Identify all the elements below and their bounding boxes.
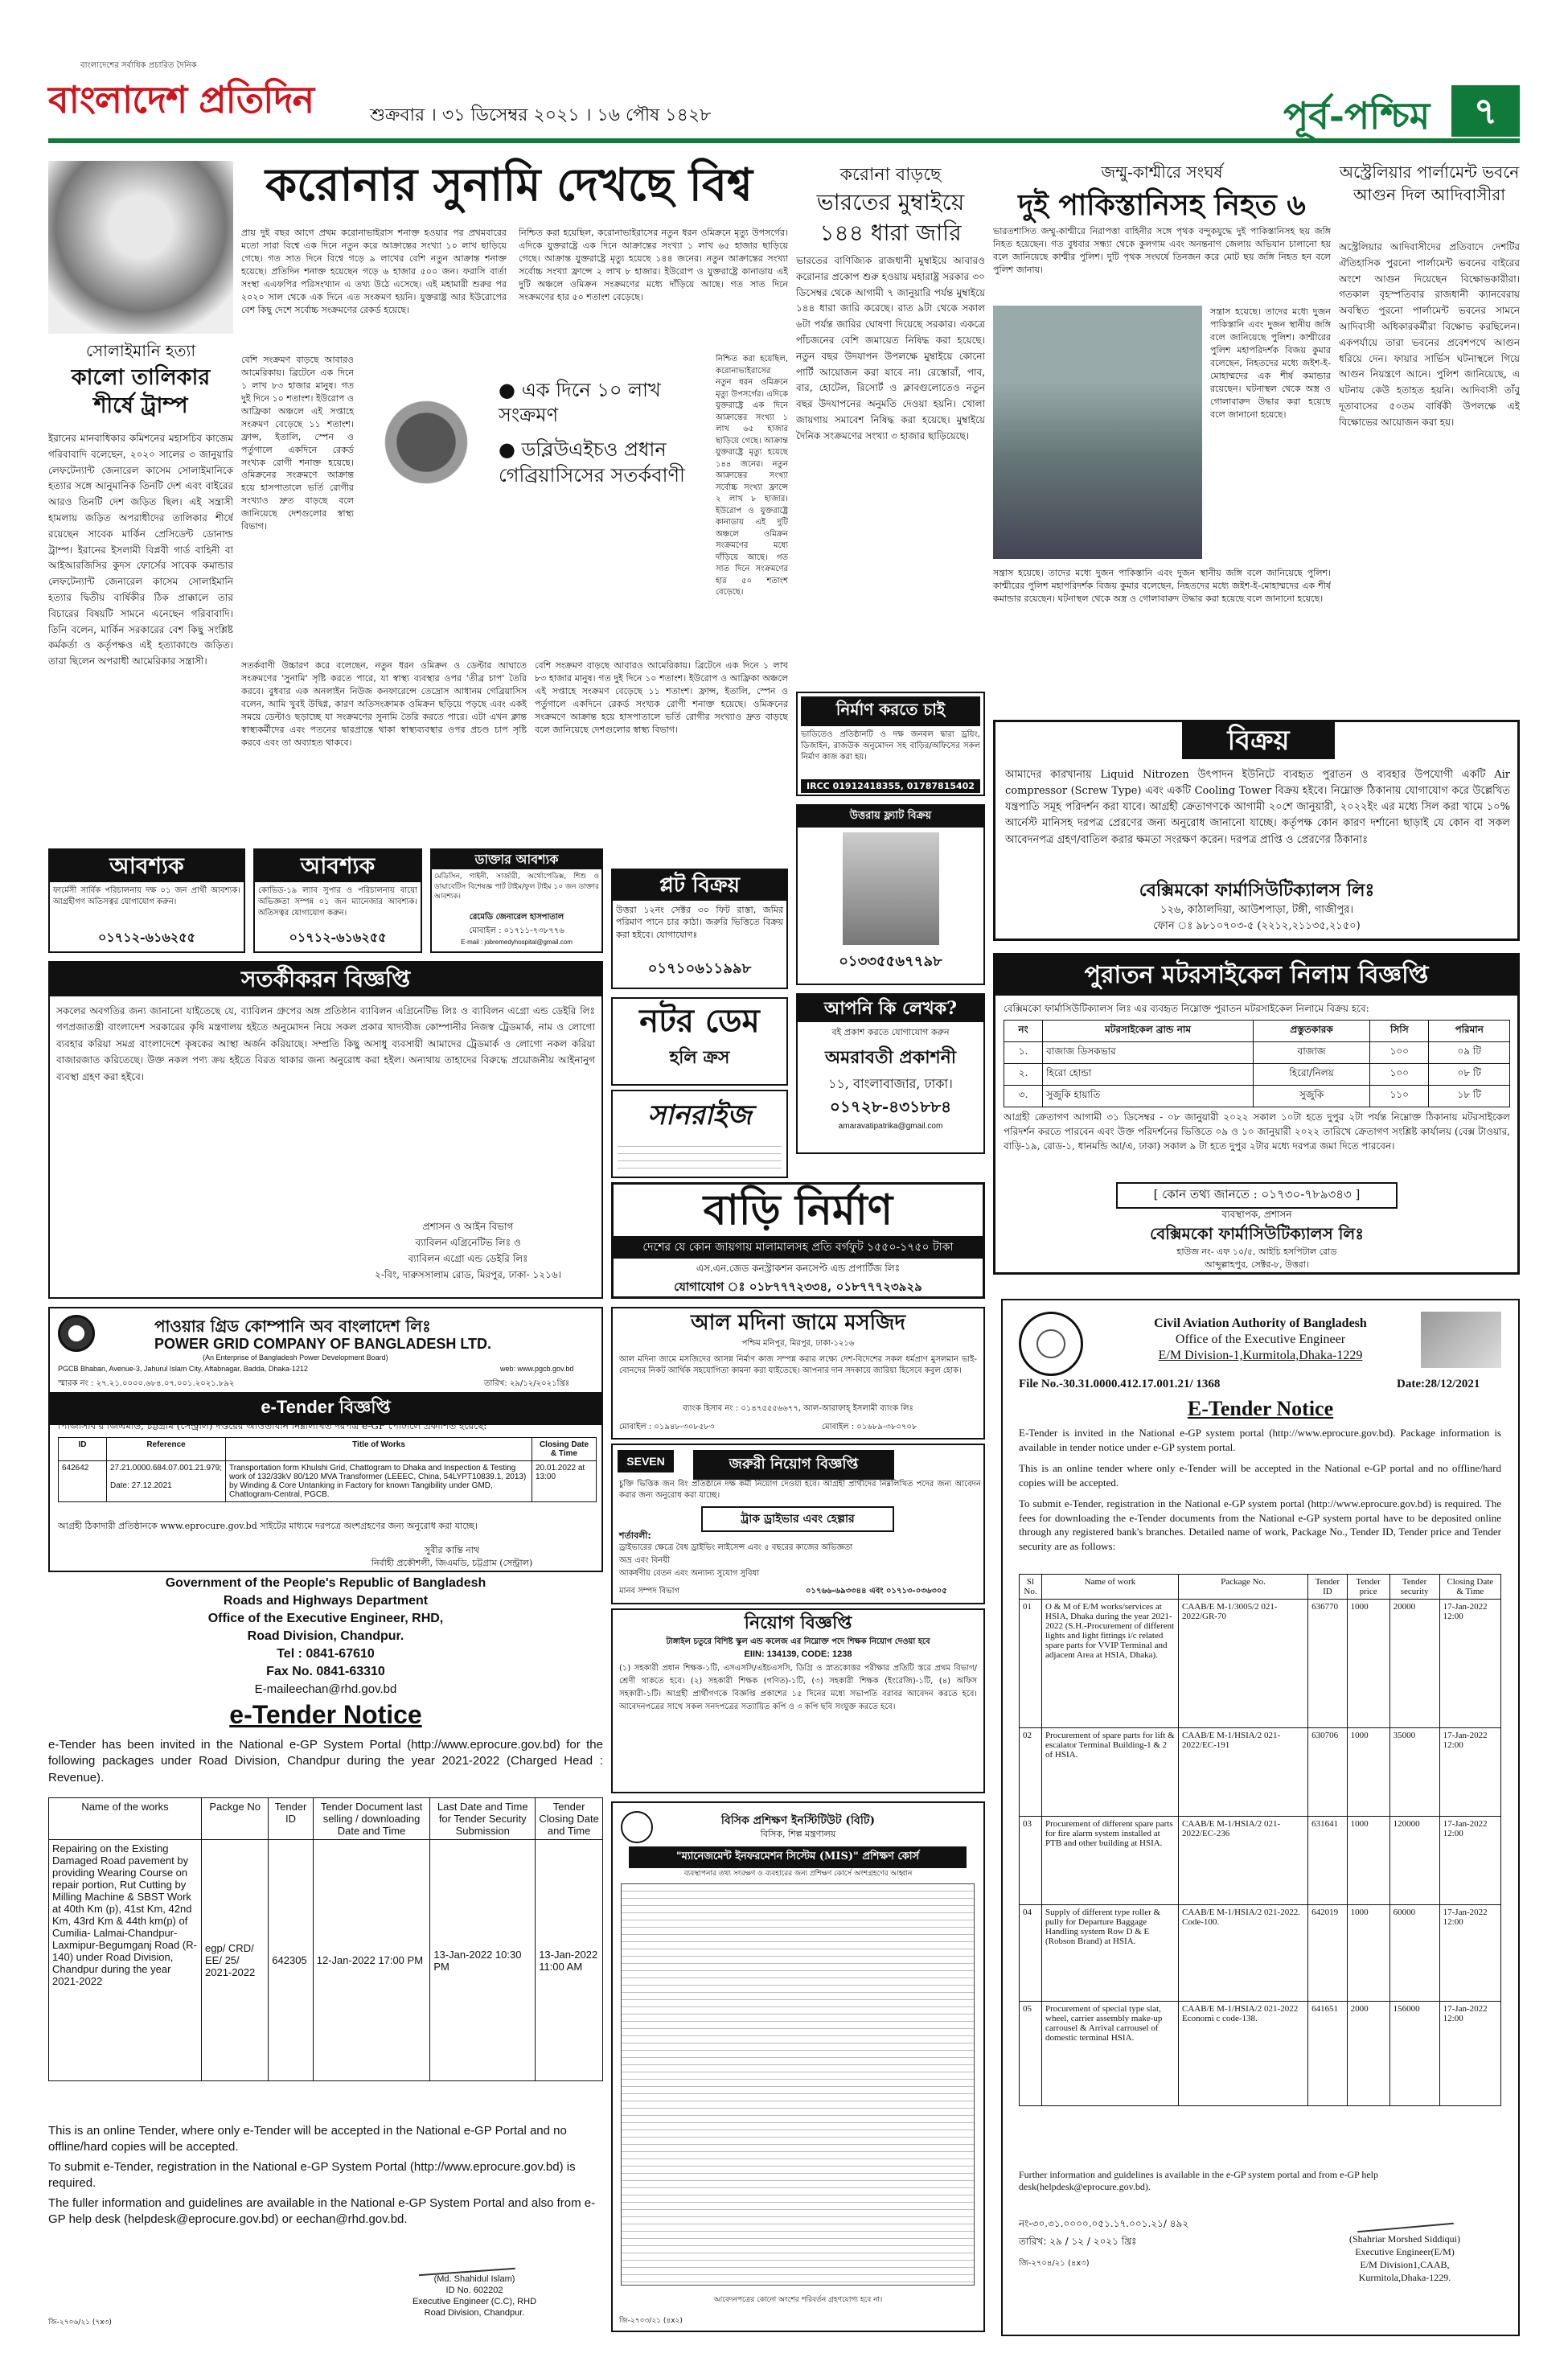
warning-title: সতর্কীকরন বিজ্ঞপ্তি	[50, 963, 601, 996]
motorcycle-contact: [ কোন তথ্য জানতে : ০১৭৩০-৭৮৯৩৪৩ ]	[1116, 1182, 1398, 1209]
rhd-p2: To submit e-Tender, registration in the National e-GP System Portal (http://www.eprocure.gov.bd) is required.	[48, 2160, 576, 2191]
table-cell: Supply of different type roller & pully for Departure Baggage Handling system Row D & E (Robson Brand) at HSIA.	[1042, 1905, 1179, 2002]
rhd-email: E-maileechan@rhd.gov.bd	[254, 1682, 397, 1696]
pgcb-name-bn: পাওয়ার গ্রিড কোম্পানি অব বাংলাদেশ লিঃ	[154, 1316, 431, 1336]
bikroy-ad[interactable]	[993, 720, 1520, 941]
motorcycle-table	[1004, 1020, 1510, 1107]
kashmir-kicker: জম্মু-কাশ্মীরে সংঘর্ষ	[1101, 162, 1223, 182]
mumbai-headline: ভারতের মুম্বাইয়ে	[816, 189, 965, 216]
caab-ref: জি-২৭০৪/২১ (৪x৩)	[1019, 2259, 1090, 2268]
tsunami-bullets	[499, 378, 708, 488]
caab-memo: নং-৩০.৩১.০০০০.০৫১.১৭.০০১.২১/ ৪৯২	[1019, 2218, 1189, 2229]
notre-dame-ad[interactable]	[611, 997, 788, 1086]
column-header: নং	[1004, 1021, 1043, 1042]
table-cell: সুজুকি	[1253, 1086, 1369, 1107]
mosque-sub: পশ্চিম মনিপুর, মিরপুর, ঢাকা-১২১৬	[741, 1339, 855, 1348]
table-cell: 13-Jan-2022 11:00 AM	[536, 1840, 603, 2081]
rhd-table	[48, 1797, 603, 2081]
nirman-phone: IRCC 01912418355, 01787815402	[801, 779, 980, 793]
trump-kicker: সোলাইমানি হত্যা	[85, 341, 196, 360]
table-cell: 27.21.0000.684.07.001.21.979; Date: 27.12.2021	[107, 1461, 226, 1502]
writer-title: আপনি কি লেখক?	[798, 995, 983, 1022]
tsunami-body-lower: সতর্কবাণী উচ্চারণ করে বলেছেন, নতুন ধরন ওমিক্রন ও ডেল্টার আঘাতে সংক্রমণের 'সুনামি' সৃষ্টি করতে পারে, যা স্বাস্থ্য ব্যবস্থার ওপর 'তীব্র চাপ' তৈরি করবে। বুধবার এক অনলাইন নিউজ কনফারেন্সে তেদ্রোস আধানম গেব্রিয়াসিস বলেন, আমি খুবই উদ্বিগ্ন, কারণ অতিসংক্রামক ওমিক্রন ছড়িয়ে পড়ছে এবং একই সময়ে ডেল্টাও ছড়াচ্ছে যা সংক্রমণের সুনামি তৈরি করতে পারে। এটা এখন ক্লান্ত স্বাস্থ্যকর্মীদের এবং পতনের দ্বারপ্রান্তে থাকা স্বাস্থ্যব্যবস্থার ওপর প্রচণ্ড চাপ সৃষ্টি করবে এবং তা অব্যাহত থাকবে।	[241, 660, 527, 748]
writer-address: ১১, বাংলাবাজার, ঢাকা।	[828, 1076, 953, 1091]
classified-email: E-mail : jobremedyhospital@gmail.com	[461, 939, 573, 946]
sunrise-ad[interactable]	[611, 1090, 788, 1178]
virus-graphic	[362, 370, 491, 515]
tsunami-body-left-text: বেশি সংক্রমণ বাড়ছে আবারও আমেরিকায়। ব্রিটেনে এক দিনে ১ লাখ ৮৩ হাজার মানুষ। গত দুই দিনে ১০ শতাংশ। ইউরোপ ও আফ্রিকা অঞ্চলে এই সপ্তাহে সংক্রমণ বেড়েছে ১১ শতাংশ। ফ্রান্স, ইতালি, স্পেন ও পর্তুগালে একদিনে রেকর্ড সংখ্যক রোগী শনাক্ত হয়েছে। ওমিক্রনের সংক্রমণে আক্রান্ত হয়ে হাসপাতালে ভর্তি রোগীর সংখ্যাও দ্রুত বাড়ছে বলে জানিয়েছে দেশগুলোর স্বাস্থ্য বিভাগ।	[241, 355, 354, 532]
pgcb-name-en: POWER GRID COMPANY OF BANGLADESH LTD.	[154, 1336, 492, 1352]
classified-title: আবশ্যক	[50, 850, 244, 882]
pgcb-table	[58, 1437, 597, 1502]
seven-req-3: আকর্ষণীয় বেতন এবং অন্যান্য সুযোগ সুবিধা	[619, 1569, 760, 1578]
rhd-signature	[417, 2249, 515, 2276]
pgcb-memo-date: তারিখ: ২৯/১২/২০২১খ্রিঃ	[484, 1379, 570, 1388]
warning-org-1: ব্যাবিলন এগ্রিনেটিভ লিঃ ও	[415, 1237, 521, 1248]
seven-req-title: শর্তাবলী:	[619, 1530, 651, 1541]
seven-title: জরুরী নিয়োগ বিজ্ঞপ্তি	[693, 1450, 894, 1480]
classified-doctor[interactable]	[430, 848, 603, 953]
rhd-office: Office of the Executive Engineer, RHD,	[207, 1612, 444, 1625]
table-row	[59, 1461, 597, 1502]
seven-intro: চুক্তি ভিত্তিক জন বিং প্রতিষ্ঠানে দক্ষ কর্মী নিয়োগ দেওয়া হবে। আগ্রহী প্রার্থীদের নিম্নলিখিত পদের জন্য আবেদন করার জন্য অনুরোধ করা যাচ্ছে।	[619, 1480, 981, 1500]
table-cell: 01	[1020, 1600, 1042, 1728]
table-cell: বাজাজ	[1253, 1042, 1369, 1064]
motorcycle-intro: বেক্সিমকো ফার্মাসিউটিক্যালস লিঃ এর ব্যবহৃত নিম্নোক্ত পুরাতন মটরসাইকেল নিলামে বিক্রয় হবে:	[1004, 1003, 1369, 1014]
column-header: Name of work	[1042, 1575, 1179, 1600]
classified-flat[interactable]	[796, 804, 985, 985]
classified-phone: ০১৭১০৬১১৯৯৮	[647, 960, 752, 977]
mis-form-table	[621, 1883, 975, 2286]
table-cell: 630706	[1308, 1728, 1347, 1817]
tsunami-headline: করোনার সুনামি দেখছে বিশ্ব	[265, 158, 753, 212]
mosque-phone-left: মোবাইল : ০১৯৪৮-৩০৮৫৮৩	[619, 1423, 715, 1431]
rhd-fax: Fax No. 0841-63310	[266, 1665, 385, 1678]
table-cell: O & M of E/M works/services at HSIA, Dhaka during the year 2021-2022 (S.H.-Procurement of different lights and light fittings i/c related spare parts for VVIP Terminal and adjacent Area at HSIA, Dhaka).	[1042, 1600, 1179, 1728]
caab-signature	[1356, 2205, 1454, 2232]
table-cell: CAAB/E M-1/HSIA/2 021-2022. Code-100.	[1179, 1905, 1308, 2002]
mumbai-body: ভারতের বাণিজ্যিক রাজধানী মুম্বাইয়ে আবারও করোনার প্রকোপ শুরু হওয়ায় মহারাষ্ট্র সরকার ৩০ ডিসেম্বর থেকে আগামী ৭ জানুয়ারি পর্যন্ত মুম্বাইয়ে ১৪৪ ধারা জারি করেছে। রাত ৯টা থেকে সকাল ৬টা পর্যন্ত জারির ঘোষণা দিয়েছে সরকার। একত্রে পাঁচজনের বেশি জমায়েত নিষিদ্ধ করা হয়েছে। নতুন বছর উদযাপন উপলক্ষে মুম্বাইয়ে কোনো পার্টি আয়োজন করা যাবে না। রেস্তোরাঁ, পাব, বার, হোটেল, রিসোর্ট ও ক্লাবগুলোতেও নতুন বছর উদযাপনের অনুমতি দেওয়া হয়নি। খোলা জায়গায় সমাবেশ নিষিদ্ধ করা হয়েছে। মুম্বাইয়ে দৈনিক সংক্রমণের সংখ্যা ৩ হাজার ছাড়িয়েছে।	[796, 255, 985, 442]
caab-signer-3: E/M Division1,CAAB,	[1360, 2259, 1450, 2270]
tsunami-article	[241, 158, 788, 844]
caab-signer-2: Executive Engineer(E/M)	[1355, 2246, 1455, 2257]
kashmir-headline: দুই পাকিস্তানিসহ নিহত ৬	[1018, 188, 1306, 222]
house-building-title: বাড়ি নির্মাণ	[703, 1185, 893, 1234]
caab-org: Civil Aviation Authority of Bangladesh	[1154, 1316, 1367, 1330]
column-header: Tender security	[1389, 1575, 1439, 1600]
mumbai-headline-2: ১৪৪ ধারা জারি	[819, 220, 962, 246]
table-cell: 636770	[1308, 1600, 1347, 1728]
table-cell: 17-Jan-2022 12:00	[1439, 1905, 1500, 2002]
notre-dame-sub: হলি ক্রস	[669, 1047, 730, 1068]
pgcb-address: PGCB Bhaban, Avenue-3, Jahurul Islam City, Aftabnagar, Badda, Dhaka-1212	[58, 1365, 308, 1373]
table-cell: 20000	[1389, 1600, 1439, 1728]
caab-p3: To submit e-Tender, registration in the National e-GP system portal (http://www.eprocure.gov.bd) is required. The fees for downloading the e-Tender documents from the National e-GP system portal have to be deposited online through any registered bank's branches. Detailed name of work, Package No., Tender ID, Tender price and Tender security are as follows:	[1019, 1497, 1501, 1552]
table-row	[1020, 1817, 1501, 1905]
recruitment-eiin: EIIN: 134139, CODE: 1238	[744, 1649, 852, 1659]
rhd-p3: The fuller information and guidelines are available in the National e-GP System Portal and also from e-GP help desk (helpdesk@eprocure.gov.bd) or eechan@rhd.gov.bd.	[48, 2196, 596, 2227]
column-header: Title of Works	[226, 1438, 532, 1461]
mosque-account: ব্যাংক হিসাব নং : ০১৪৭৫৫৫৬৬৭৭, আল-আরাফাহ্ ইসলামী ব্যাংক লিঃ	[683, 1404, 913, 1413]
column-header: Tender price	[1347, 1575, 1389, 1600]
classified-phone: ০১৭১২-৬১৬২৫৫	[98, 930, 195, 945]
table-cell: Procurement of different spare parts for fire alarm system installed at PTB and other building at HSIA.	[1042, 1817, 1179, 1905]
pgcb-tagline: (An Enterprise of Bangladesh Power Development Board)	[203, 1353, 388, 1362]
tsunami-body-right: নিশ্চিত করা হয়েছিল, করোনাভাইরাসের নতুন ধরন ওমিক্রনে মৃত্যু উপসর্গের। এদিকে যুক্তরাষ্ট্রে এক দিনে আক্রান্তের সংখ্যা ১ লাখ ৬৫ হাজার ছাড়িয়ে গেছে। আক্রান্ত যুক্তরাষ্ট্রে মৃত্যু হয়েছে ১৪৪ জনের। নতুন আক্রান্তের সংখ্যা সর্বোচ্চ সংখ্যা ফ্রান্সে ২ লাখ ৮ হাজার। ইউরোপ ও যুক্তরাষ্ট্রে কানাডায় এই দুটি অঞ্চলে ওমিক্রন সংক্রমণের মধ্যে দাঁড়িয়ে আছে। গত সাত দিনে সংক্রমণের হার ৫০ শতাংশ বেড়েছে।	[716, 355, 788, 597]
seven-req-2: অভ্র এবং বিনয়ী	[619, 1556, 670, 1565]
classified-plot[interactable]	[611, 869, 788, 989]
pgcb-signer-role: নির্বাহী প্রকৌশলী, জিএমডি, চট্টগ্রাম (সেন্ট্রাল)	[371, 1558, 533, 1568]
table-cell: Procurement of special type slat, wheel, carrier assembly make-up carrousel & Arrival carrousel of domestic terminal HSIA.	[1042, 2002, 1179, 2106]
column-header: Tender Closing Date and Time	[536, 1798, 603, 1840]
caab-title: E-Tender Notice	[1187, 1397, 1334, 1420]
bullet-item: ● এক দিনে ১০ লাখ সংক্রমণ	[499, 379, 661, 427]
caab-office: Office of the Executive Engineer	[1175, 1333, 1346, 1346]
table-cell: CAAB/E M-1/3005/2 021-2022/GR-70	[1179, 1600, 1308, 1728]
table-cell: Transportation form Khulshi Grid, Chattogram to Dhaka and Inspection & Testing work of 132/33kV 80/120 MVA Transformer (LEEEC, China, 54LYPT10839.1, 2013) by Winding & Core Untanking in Factory for known Tangibility under GMD, Chattogram-Central, PGCB.	[226, 1461, 532, 1502]
table-cell: CAAB/E M-1/HSIA/2 021-2022 Economi c code-138.	[1179, 2002, 1308, 2106]
mosque-title: আল মদিনা জামে মসজিদ	[690, 1311, 906, 1335]
teacher-recruitment[interactable]	[611, 1608, 985, 1793]
bullet-item: ● ডব্লিউএইচও প্রধান গেব্রিয়াসিসের সতর্কবাণী	[499, 438, 685, 487]
bikroy-title: বিক্রয়	[1182, 722, 1335, 759]
writer-phone: ০১৭২৮-৪৩১৮৮৪	[829, 1097, 952, 1116]
seven-contact: মানব সম্পদ বিভাগ	[619, 1587, 680, 1596]
mis-title: "ম্যানেজমেন্ট ইনফরমেশন সিস্টেম (MIS)" প্রশিক্ষণ কোর্স	[629, 1846, 967, 1868]
trump-headline: কালো তালিকার শীর্ষে ট্রাম্প	[71, 365, 211, 419]
table-cell: ২.	[1004, 1064, 1043, 1086]
rhd-division: Road Division, Chandpur.	[247, 1629, 404, 1643]
table-cell: 12-Jan-2022 17:00 PM	[313, 1840, 430, 2081]
table-cell: egp/ CRD/ EE/ 25/ 2021-2022	[202, 1840, 269, 2081]
table-row	[1020, 2002, 1501, 2106]
classified-name: রেমেডি জেনারেল হাসপাতাল	[469, 913, 564, 922]
mis-training[interactable]	[611, 1801, 985, 2332]
table-row	[1020, 1600, 1501, 1728]
column-header: Sl No.	[1020, 1575, 1042, 1600]
table-cell: 1000	[1347, 1600, 1389, 1728]
rhd-tel: Tel : 0841-67610	[277, 1647, 375, 1661]
table-cell: 120000	[1389, 1817, 1439, 1905]
caab-signer-4: Kurmitola,Dhaka-1229.	[1358, 2272, 1451, 2283]
table-header-row	[49, 1798, 603, 1840]
caab-date: Date:28/12/2021	[1397, 1378, 1480, 1390]
caab-p1: E-Tender is invited in the National e-GP system portal (http://www.eprocure.gov.bd). Package information is available in tender notice under e-GP system portal.	[1019, 1427, 1501, 1453]
australia-article	[1339, 161, 1520, 716]
motorcycle-signer-role: ব্যবস্থাপক, প্রশাসন	[1221, 1209, 1292, 1220]
warning-address: ২-বিং, দারুসসালাম রোড, মিরপুর, ঢাকা- ১২১৬।	[375, 1269, 561, 1280]
issue-date: শুক্রবার । ৩১ ডিসেম্বর ২০২১ । ১৬ পৌষ ১৪২৮	[370, 105, 712, 125]
table-cell: বাজাজ ডিসকভার	[1043, 1042, 1254, 1064]
rhd-p1: This is an online Tender, where only e-Tender will be accepted in the National e-GP Portal and no offline/hard copies will be accepted.	[48, 2124, 567, 2154]
rhd-title: e-Tender Notice	[229, 1700, 422, 1729]
motorcycle-auction[interactable]	[993, 953, 1520, 1275]
caab-footer: Further information and guidelines is available in the e-GP system portal and from e-GP help desk(helpdesk@eprocure.gov.bd).	[1019, 2169, 1379, 2192]
rhd-ref: জি-২৭০৬/২১ (৭x৩)	[48, 2319, 112, 2327]
table-cell: 13-Jan-2022 10:30 PM	[430, 1840, 536, 2081]
pgcb-web: web: www.pgcb.gov.bd	[500, 1365, 574, 1373]
table-cell: ১০০	[1370, 1064, 1429, 1086]
column-header: Packge No	[202, 1798, 269, 1840]
rhd-signer-3: Executive Engineer (C.C), RHD	[412, 2297, 537, 2306]
table-cell: 1000	[1347, 1728, 1389, 1817]
section-title: পূর্ব-পশ্চিম	[1283, 94, 1430, 138]
page-number-badge: ৭	[1451, 85, 1520, 137]
writer-web: amaravatipatrika@gmail.com	[838, 1122, 943, 1131]
building-photo	[843, 832, 939, 945]
table-header-row	[1020, 1575, 1501, 1600]
table-cell: ১.	[1004, 1042, 1043, 1064]
table-cell: 17-Jan-2022 12:00	[1439, 1728, 1500, 1817]
mosque-appeal[interactable]	[611, 1307, 985, 1440]
masthead-rule	[48, 138, 1520, 143]
tsunami-col1: প্রায় দুই বছর আগে প্রথম করোনাভাইরাস শনাক্ত হওয়ার পর প্রথমবারের মতো সারা বিশ্বে এক দিনে নতুন করে আক্রান্তের সংখ্যা ১০ লাখ ছাড়িয়ে গেছে। গত সাত দিনে বিশ্বে গড়ে ৯ লাখের বেশি নতুন আক্রান্ত শনাক্ত হয়েছে। প্রতিদিন শনাক্ত হয়েছেন গড়ে ৬ হাজার ৫০০ জন। ফরাসি বার্তা সংস্থা এএফপির পরিসংখ্যান এ তথ্য উঠে এসেছে। এই মহামারী শুরুর পর ২০২০ সাল থেকে এক দিনে এত সংক্রমণ হয়নি। যুক্তরাষ্ট্র আর ইউরোপের বেশ কিছু দেশে সর্বোচ্চ সংক্রমণের রেকর্ড হয়েছে।	[241, 228, 507, 315]
pgcb-intro: পিজিসিবি'র জিএমডি, চট্টগ্রাম (সেন্ট্রাল) দপ্তরের আওতাধীন নিম্নলিখিত দরপত্র e-GP পোর্টালে প্রকাশিত হয়েছে:	[58, 1420, 487, 1431]
column-header: Package No.	[1179, 1575, 1308, 1600]
column-header: Last Date and Time for Tender Security Submission	[430, 1798, 536, 1840]
pgcb-memo: স্মারক নং : ২৭.২১.০০০০.৬৮৪.০৭.০০১.২০২১.৮৯২	[58, 1379, 235, 1388]
motorcycle-body: আগ্রহী ক্রেতাগণ আগামী ৩১ ডিসেম্বর - ০৮ জানুয়ারী ২০২২ সকাল ১০টা হতে দুপুর ২টা পর্যন্ত নিম্নোক্ত ঠিকানায় মটরসাইকেল পরিদর্শন করতে পারবেন এবং উক্ত পরিদর্শনের ভিত্তিতে ০৯ ও ১০ জানুয়ারী ২০২২ তারিখে ক্রেতাগণ সংশ্লিষ্ট কার্যালয় (বেক্স টাওয়ার, বাড়ি-১৯, রোড-১, ধানমন্ডি আ/এ, ঢাকা) সকাল ৯ টা হতে দুপুর ২টার মধ্যে দরপত্র জমা দিতে পারবেন।	[1004, 1111, 1510, 1152]
bikroy-company: বেক্সিমকো ফার্মাসিউটিক্যালস লিঃ	[1139, 880, 1375, 901]
caab-table	[1019, 1574, 1501, 2106]
caab-p2: This is an online tender where only e-Tender will be accepted in the National e-GP portal and no offline/hard copies will be accepted.	[1019, 1462, 1501, 1489]
classified-lab[interactable]	[253, 848, 422, 953]
table-cell: Procurement of spare parts for lift & escalator Terminal Building-1 & 2 of HSIA.	[1042, 1728, 1179, 1817]
caab-division: E/M Division-1,Kurmitola,Dhaka-1229	[1158, 1349, 1363, 1362]
table-cell: 35000	[1389, 1728, 1439, 1817]
table-cell: 17-Jan-2022 12:00	[1439, 2002, 1500, 2106]
table-cell: 156000	[1389, 2002, 1439, 2106]
tsunami-body-left	[241, 354, 354, 651]
seven-brand: SEVEN	[618, 1450, 674, 1472]
tsunami-col2: নিশ্চিত করা হয়েছিল, করোনাভাইরাসের নতুন ধরন ওমিক্রনে মৃত্যু উপসর্গের। এদিকে যুক্তরাষ্ট্রে এক দিনে আক্রান্তের সংখ্যা ১ লাখ ৬৫ হাজার ছাড়িয়ে গেছে। আক্রান্ত যুক্তরাষ্ট্রে মৃত্যু হয়েছে ১৪৪ জনের। নতুন আক্রান্তের সংখ্যা সর্বোচ্চ সংখ্যা ফ্রান্সে ২ লাখ ৮ হাজার। ইউরোপ ও যুক্তরাষ্ট্রে কানাডায় এই দুটি অঞ্চলে ওমিক্রন সংক্রমণের মধ্যে দাঁড়িয়ে আছে। গত সাত দিনে সংক্রমণের হার ৫০ শতাংশ বেড়েছে।	[519, 228, 788, 302]
pgcb-title: e-Tender বিজ্ঞপ্তি	[50, 1392, 601, 1425]
table-cell: 20.01.2022 at 13:00	[532, 1461, 597, 1502]
logo-tagline: বাংলাদেশের সর্বাধিক প্রচারিত দৈনিক	[80, 61, 197, 70]
table-cell: 1000	[1347, 1905, 1389, 2002]
table-cell: 631641	[1308, 1817, 1347, 1905]
table-header-row	[1004, 1021, 1510, 1042]
mumbai-kicker: করোনা বাড়ছে	[839, 165, 942, 185]
classified-phone: ০১৩৩৫৫৬৭৭৯৮	[839, 953, 942, 970]
rhd-dept: Roads and Highways Department	[223, 1594, 429, 1608]
kashmir-body-side: সন্ত্রাস হয়েছে। তাদের মধ্যে দুজন পাকিস্তানি এবং দুজন স্থানীয় জঙ্গি বলে জানিয়েছে পুলিশ। কাশ্মীরের পুলিশ মহাপরিদর্শক বিজয় কুমার বলেছেন, নিহতদের মধ্যে জইশ-ই-মোহাম্মদের এক শীর্ষ কমান্ডার রয়েছেন। ঘটনাস্থল থেকে অস্ত্র ও গোলাবারুদ উদ্ধার করা হয়েছে বলে জানানো হয়েছে।	[1210, 306, 1331, 420]
table-header-row	[59, 1438, 597, 1461]
table-cell: ১১০	[1370, 1086, 1429, 1107]
column-header: Tender ID	[1308, 1575, 1347, 1600]
column-header: Reference	[107, 1438, 226, 1461]
classified-body: কোভিড-১৯ ল্যাব সুপার ও পরিচালনায় বায়ো অভিজ্ঞতা সম্পন্ন ০১ জন ম্যানেজার আবশ্যক। অতিসত্বর যোগাযোগ করুন।	[258, 886, 417, 918]
bikroy-phone: ফোন ঃ ৯৮১০৭০৩-৫ (২২১২,২১১৩৫,২১৫০)	[1153, 920, 1361, 932]
caab-signer-1: (Shahriar Morshed Siddiqui)	[1349, 2233, 1460, 2245]
caab-tender[interactable]	[1001, 1299, 1520, 2336]
table-cell: হিরো/নিলয়	[1253, 1064, 1369, 1086]
house-building-phone: যোগাযোগ ঃ ০১৮৭৭৭২৩৩৪, ০১৮৭৭৭২৩৯২৯	[674, 1279, 922, 1294]
table-cell: ০৯ টি	[1429, 1042, 1510, 1064]
column-header: Tender ID	[269, 1798, 313, 1840]
rhd-tender[interactable]	[48, 1576, 603, 2332]
sunrise-contacts	[618, 1140, 782, 1172]
motorcycle-address: হাউজ নং- এফ ১০/৫, আইচি হসপিটাল রোড	[1176, 1247, 1337, 1257]
table-row	[1004, 1086, 1510, 1107]
pgcb-logo-icon	[58, 1315, 95, 1352]
table-cell: 2000	[1347, 2002, 1389, 2106]
column-header: প্রস্তুতকারক	[1253, 1021, 1369, 1042]
pgcb-footer: আগ্রহী ঠিকাদারী প্রতিষ্ঠানকে www.eprocure.gov.bd সাইটের মাধ্যমে দরপত্রে অংশগ্রহণের জন্য অনুরোধ করা যাচ্ছে।	[58, 1521, 478, 1531]
trump-article	[48, 161, 233, 844]
nirman-body: ভাডিতেও প্রতিষ্ঠানটি ও দক্ষ জনবল দ্বারা ড্রয়িং, ডিজাইন, রাজউক অনুমোদন সহ বাড়ির/অফিসের সকল নির্মাণ কাজ করা হয়।	[801, 730, 980, 762]
seven-req-1: ড্রাইভারের ক্ষেত্রে বৈধ ড্রাইভিং লাইসেন্স এবং ৫ বছরের কাজের অভিজ্ঞতা	[619, 1543, 853, 1552]
table-cell: Repairing on the Existing Damaged Road pavement by providing Wearing Course on repair portion, Rut Cutting by Milling Machine & SBST Work at 40th Km (p), 41st Km, 42nd Km, 43rd Km & 44th km(p) of Cumilia- Lalmai-Chandpur-Laxmipur-Begumganj Road (R-140) under Road Division, Chandpur during the year 2021-2022	[49, 1840, 202, 2081]
column-header: পরিমান	[1429, 1021, 1510, 1042]
mosque-body: আল মদিনা জামে মসজিদের আসন্ন নির্মাণ কাজ সম্পন্ন করার লক্ষ্যে দেশ-বিদেশের সকল ধর্মপ্রাণ মুসলমান ভাই-বোনদের নিকট আর্থিক সহযোগিতা কামনা করা যাইতেছে। আপনার দান সদকায়ে জারিয়া হিসেবে কবুল হোক।	[619, 1355, 977, 1375]
table-row	[1020, 1905, 1501, 2002]
kashmir-article	[993, 161, 1331, 716]
table-cell: 642305	[269, 1840, 313, 2081]
mis-sub: বিসিক, শিল্প মন্ত্রণালয়	[760, 1829, 836, 1839]
mis-intro: ব্যবস্থাপনার তথ্য সংরক্ষণ ও ব্যবহারের জন্য প্রশিক্ষণ কোর্সে অংশগ্রহণের আহ্বান	[683, 1870, 913, 1878]
table-cell: 17-Jan-2022 12:00	[1439, 1600, 1500, 1728]
table-cell: 60000	[1389, 1905, 1439, 2002]
trump-body: ইরানের মানবাধিকার কমিশনের মহাসচিব কাজেম গরিবাবাদি বলেছেন, ২০২০ সালের ৩ জানুয়ারি লেফটেন্যান্ট জেনারেল কাসেম সোলাইমানিকে হত্যার সঙ্গে আনুমানিক তিনটি দেশ এবং বাইরের আরও তিনটি দেশ জড়িত ছিল। এই সন্ত্রাসী হামলায় জড়িত অপরাধীদের তালিকার শীর্ষে রয়েছেন সাবেক মার্কিন প্রেসিডেন্ট ডোনাল্ড ট্রাম্প। ইরানের ইসলামী বিপ্লবী গার্ড বাহিনী বা আইআরজিসির কুদস ফোর্সের সাবেক কমান্ডার লেফটেন্যান্ট জেনারেল কাসেম সোলাইমানি হত্যার দ্বিতীয় বার্ষিকীর ঠিক প্রাক্কালে তার বিচারের বিষয়টি সামনে এনেছেন গরিবাবাদি। তিনি বলেন, মার্কিন সরকারের বেশ কিছু সংশ্লিষ্ট কর্মকর্তা ও কর্তৃপক্ষও এই হত্যাকাণ্ডে জড়িত। তারা ছিলেন অপরাধী আমেরিকার সন্ত্রাসী।	[48, 433, 233, 667]
column-header: Name of the works	[49, 1798, 202, 1840]
classified-phone: মোবাইল : ০১৭১১-৭৩৮৭৭৬	[469, 926, 564, 935]
soldiers-photo	[993, 306, 1202, 559]
rhd-intro: e-Tender has been invited in the National e-GP System Portal (http://www.eprocure.gov.bd) for the following packages under Road Division, Chandpur during the year 2021-2022 (Charged Head : Revenue).	[48, 1738, 603, 1785]
table-cell: 641651	[1308, 2002, 1347, 2106]
mosque-phone-right: মোবাইল : ০১৬৮৯-৩৮০৭০৮	[822, 1423, 917, 1431]
table-cell: 05	[1020, 2002, 1042, 2106]
classified-body: ফার্মেসী সার্বিক পরিচালনায় দক্ষ ০১ জন প্রার্থী আবশ্যক। আগ্রহীগণ অতিসত্বর যোগাযোগ করুন।	[53, 886, 240, 906]
column-header: Tender Document last selling / downloading Date and Time	[313, 1798, 430, 1840]
tsunami-body-lower-right: বেশি সংক্রমণ বাড়ছে আবারও আমেরিকায়। ব্রিটেনে এক দিনে ১ লাখ ৮৩ হাজার মানুষ। গত দুই দিনে ১০ শতাংশ। ইউরোপ ও আফ্রিকা অঞ্চলে এই সপ্তাহে সংক্রমণ বেড়েছে ১১ শতাংশ। ফ্রান্স, ইতালি, স্পেন ও পর্তুগালে একদিনে রেকর্ড সংখ্যক রোগী শনাক্ত হয়েছে। ওমিক্রনের সংক্রমণে আক্রান্ত হয়ে হাসপাতালে ভর্তি রোগীর সংখ্যাও দ্রুত বাড়ছে বলে জানিয়েছে দেশগুলোর স্বাস্থ্য বিভাগ।	[535, 660, 788, 735]
seven-post: ট্রাক ড্রাইভার এবং হেল্পার	[701, 1506, 894, 1532]
recruitment-school: টাঙ্গাইল চতুরে বিশিষ্ট স্কুল এন্ড কলেজ এর নিম্নোক্ত পদে শিক্ষক নিয়োগ দেওয়া হবে	[666, 1637, 930, 1646]
column-header: Closing Date & Time	[1439, 1575, 1500, 1600]
writer-body: বই প্রকাশ করতে যোগাযোগ করুন	[831, 1027, 950, 1037]
table-row	[1004, 1064, 1510, 1086]
recruitment-title: নিয়োগ বিজ্ঞপ্তি	[744, 1612, 852, 1633]
table-cell: হিরো হোন্ডা	[1043, 1064, 1254, 1086]
table-cell: ০৮ টি	[1429, 1064, 1510, 1086]
rhd-signer-2: ID No. 602202	[445, 2286, 503, 2295]
house-building-ad[interactable]	[611, 1182, 985, 1299]
table-cell: সুজুকি হায়াতি	[1043, 1086, 1254, 1107]
classified-title: প্লট বিক্রয়	[613, 870, 786, 901]
table-row	[1004, 1042, 1510, 1064]
writer-ad[interactable]	[796, 993, 985, 1154]
motorcycle-address-2: আব্দুল্লাহপুর, সেক্টর-৮, উত্তরা।	[1205, 1259, 1309, 1270]
newspaper-logo[interactable]: বাংলাদেশ প্রতিদিন	[48, 78, 314, 121]
table-cell: 1000	[1347, 1817, 1389, 1905]
sunrise-logo: সানরাইজ	[647, 1099, 752, 1132]
classified-pharmacy[interactable]	[48, 848, 245, 953]
column-header: Closing Date & Time	[532, 1438, 597, 1461]
bikroy-address: ১২৬, কাঠালদিয়া, আউশপাড়া, টঙ্গী, গাজীপুর।	[1160, 904, 1353, 916]
nirman-ad[interactable]	[796, 692, 985, 796]
recruitment-body: (১) সহকারী প্রধান শিক্ষক-১টি, এসএসসি/এইচএসসি, ডিগ্রি ও স্নাতকোত্তর পরীক্ষার প্রতিটি স্তরে প্রথম বিভাগ/শ্রেণী থাকতে হবে। (২) সহকারী শিক্ষক (গণিত)-১টি, (৩) সহকারী শিক্ষক (ইংরেজি)-১টি, (৪) অফিস সহকারী-১টি। আগ্রহী প্রার্থীগণকে বিজ্ঞপ্তি প্রকাশের ১৫ দিনের মধ্যে সভাপতি বরাবর আবেদন করতে হবে। আবেদনপত্রের সাথে সকল সনদপত্রের সত্যায়িত কপি ও ৩ কপি ছবি সংযুক্ত করতে হবে।	[619, 1664, 977, 1711]
australia-headline: অস্ট্রেলিয়ার পার্লামেন্ট ভবনে আগুন দিল আদিবাসীরা	[1339, 162, 1520, 204]
classified-body: মেডিসিন, গাইনী, সার্জারী, অর্থোপেডিক্স, শিশু ও ডায়াবেটিস বিশেষজ্ঞ পার্ট টাইম/ফুল টাইম ১০ জন ডাক্তার আবশ্যক।	[434, 873, 599, 902]
column-header: মটরসাইকেল ব্রান্ড নাম	[1043, 1021, 1254, 1042]
kashmir-body-lower: সন্ত্রাস হয়েছে। তাদের মধ্যে দুজন পাকিস্তানি এবং দুজন স্থানীয় জঙ্গি বলে জানিয়েছে পুলিশ। কাশ্মীরের পুলিশ মহাপরিদর্শক বিজয় কুমার বলেছেন, নিহতদের মধ্যে জইশ-ই-মোহাম্মদের এক শীর্ষ কমান্ডার রয়েছেন। ঘটনাস্থল থেকে অস্ত্র ও গোলাবারুদ উদ্ধার করা হয়েছে বলে জানানো হয়েছে।	[993, 568, 1331, 604]
classified-title: উত্তরায় ফ্ল্যাট বিক্রয়	[798, 806, 983, 828]
table-cell: ১০০	[1370, 1042, 1429, 1064]
mis-org: বিসিক প্রশিক্ষণ ইনস্টিটিউট (বিটি)	[720, 1814, 876, 1827]
classified-title: আবশ্যক	[255, 850, 421, 882]
mis-footer: আবেদনপত্রের কোনো অংশের পরিবর্তন গ্রহণযোগ্য হবে না।	[713, 2296, 883, 2304]
classified-title: ডাক্তার আবশ্যক	[432, 850, 601, 869]
table-cell: 03	[1020, 1817, 1042, 1905]
trump-photo	[48, 161, 233, 334]
warning-body: সকলের অবগতির জন্য জানানো যাইতেছে যে, ব্যাবিলন গ্রুপের অঙ্গ প্রতিষ্ঠান ব্যাবিলন এগ্রিনেটিভ লিঃ ও ব্যাবিলন এগ্রো এন্ড ডেইরি লিঃ গণপ্রজাতন্ত্রী বাংলাদেশ সরকারের কৃষি মন্ত্রণালয় হইতে অনুমোদন নিয়ে সকল প্রকার খাদ্যবীজ কোম্পানীর নিজস্ব ট্রেডমার্ক, নাম ও লোগো ব্যবহার করিয়া সমগ্র বাংলাদেশে কৃষকের আস্থা অর্জন করিয়াছে। সম্প্রতি কিছু অসাধু ব্যবসায়ী আমাদের ট্রেডমার্ক ও লোগো নকল করিয়া বাজারজাত করিতেছে। উক্ত নকল পণ্য ক্রয় হইতে বিরত থাকার জন্য অনুরোধ করা হইল। অন্যথায় তাহাদের বিরুদ্ধে প্রয়োজনীয় আইনানুগ ব্যবস্থা গ্রহণ করা হইবে।	[56, 1005, 595, 1082]
table-cell: ৩.	[1004, 1086, 1043, 1107]
pgcb-signer: সুবীর কান্তি নাথ	[424, 1545, 480, 1555]
table-cell: 642642	[59, 1461, 107, 1502]
table-cell: 04	[1020, 1905, 1042, 2002]
warning-notice[interactable]	[48, 961, 603, 1299]
caab-file-no: File No.-30.31.0000.412.17.001.21/ 1368	[1019, 1378, 1221, 1390]
motorcycle-company: বেক্সিমকো ফার্মাসিউটিক্যালস লিঃ	[1150, 1224, 1364, 1243]
house-building-company: এস.এন.জেড কনস্ট্রাকশন কনসেপ্ট এন্ড প্রপার্টিজ লিঃ	[696, 1263, 901, 1274]
rhd-signer-4: Road Division, Chandpur.	[424, 2308, 525, 2318]
australia-body: অস্ট্রেলিয়ার আদিবাসীদের প্রতিবাদে দেশটির ঐতিহাসিক পুরনো পার্লামেন্ট ভবনের বাইরের অংশে আগুন দিয়েছেন বিক্ষোভকারীরা। গতকাল বৃহস্পতিবার রাজধানী ক্যানবেরায় অবস্থিত পুরনো পার্লামেন্ট ভবনের সামনে আদিবাসী অধিকারকর্মীরা বিক্ষোভ করছিলেন। একপর্যায়ে তারা ভবনের প্রবেশপথে আগুন ধরিয়ে দেন। ফায়ার সার্ভিস ঘটনাস্থলে গিয়ে আগুন নিয়ন্ত্রণে আনে। পুলিশ জানিয়েছে, এ ঘটনায় কেউ হতাহত হয়নি। আদিবাসী তাঁবু দূতাবাসের ৫০তম বার্ষিকী উপলক্ষে এই বিক্ষোভের আয়োজন করা হয়।	[1339, 241, 1520, 428]
pgcb-tender[interactable]	[48, 1307, 603, 1572]
rhd-gov: Government of the People's Republic of Bangladesh	[165, 1576, 486, 1590]
table-cell: CAAB/E M-1/HSIA/2 021-2022/EC-236	[1179, 1817, 1308, 1905]
table-cell: 17-Jan-2022 12:00	[1439, 1817, 1500, 1905]
bikroy-body: আমাদের কারখানায় Liquid Nitrozen উৎপাদন ইউনিটে ব্যবহৃত পুরাতন ও ব্যবহার উপযোগী একটি Air compressor (Screw Type) এবং একটি Cooling Tower বিক্রয় হইবে। নিম্নোক্ত ঠিকানায় যোগাযোগ করে উল্লেখিত যন্ত্রপাতি সমূহ পরিদর্শন করা যাবে। আগ্রহী ক্রেতাগণকে আগামী ২০শে জানুয়ারী, ২০২২ইং এর মধ্যে সিল করা খামে ১০% আর্নেস্ট মানিসহ দরপত্র প্রেরণের জন্য অনুরোধ জানানো যাচ্ছে। কর্তৃপক্ষ কোন কারণ দর্শানো ছাড়াই যে কোন বা সকল আবেদনপত্র গ্রহণ/বাতিল করার ক্ষমতা সংরক্ষণ করেন। দরপত্র প্রাপ্তি ও প্রেরণের ঠিকানাঃ	[1005, 769, 1510, 846]
classified-body: উত্তরা ১২নং সেক্টর ৩০ ফিট রাস্তা, জমির পরিমাণ পানে চার কাঠা। জরুরি ভিত্তিতে বিক্রয় করা হইবে। যোগাযোগঃ	[616, 905, 783, 940]
masthead	[48, 48, 1520, 145]
table-row	[49, 1840, 603, 2081]
column-header: ID	[59, 1438, 107, 1461]
table-cell: ১৮ টি	[1429, 1086, 1510, 1107]
rhd-signer-1: (Md. Shahidul Islam)	[433, 2274, 515, 2284]
table-row	[1020, 1728, 1501, 1817]
motorcycle-title: পুরাতন মটরসাইকেল নিলাম বিজ্ঞপ্তি	[995, 955, 1517, 996]
warning-signer: প্রশাসন ও আইন বিভাগ	[422, 1221, 514, 1232]
classified-phone: ০১৭১২-৬১৬২৫৫	[289, 930, 387, 945]
house-building-subtitle: দেশের যে কোন জায়গায় মালামালসহ প্রতি বর্গফুট ১৫৫০-১৭৫০ টাকা	[614, 1236, 983, 1259]
seven-phone: ০১৭৬৬-৬৯৩৩৪৪ এবং ০১৭১৩-০৩৬৩০৫	[806, 1587, 947, 1596]
table-cell: CAAB/E M-1/HSIA/2 021-2022/EC-191	[1179, 1728, 1308, 1817]
table-cell: 642019	[1308, 1905, 1347, 2002]
mis-ref: জি-২৭০৩/২১ (৪x২)	[619, 2317, 683, 2325]
writer-name: অমরাবতী প্রকাশনী	[824, 1047, 957, 1068]
kashmir-body: ভারতশাসিত জম্মু-কাশ্মীরে নিরাপত্তা বাহিনীর সঙ্গে পৃথক বন্দুকযুদ্ধে দুই পাকিস্তানিসহ ছয় জঙ্গি নিহত হয়েছেন। গত বুধবার সন্ধ্যা থেকে কুলগাম এবং অনন্তনাগ জেলায় অভিযান চালানো হয় বলে জানিয়েছে কাশ্মীর পুলিশ। দুটি পৃথক সংঘর্ষে তিনজন করে মোট ছয় জঙ্গি নিহত হন বলে পুলিশ জানায়।	[993, 226, 1331, 275]
caab-memo-date: তারিখ: ২৯ / ১২ / ২০২১ খ্রিঃ	[1019, 2236, 1137, 2247]
warning-org-2: ব্যাবিলন এগ্রো এন্ড ডেইরি লিঃ	[408, 1253, 528, 1264]
nirman-title: নির্মাণ করতে চাই	[801, 696, 980, 726]
notre-dame-title: নটর ডেম	[639, 1002, 760, 1040]
table-cell: 02	[1020, 1728, 1042, 1817]
seven-hiring[interactable]	[611, 1444, 985, 1604]
column-header: সিসি	[1370, 1021, 1429, 1042]
